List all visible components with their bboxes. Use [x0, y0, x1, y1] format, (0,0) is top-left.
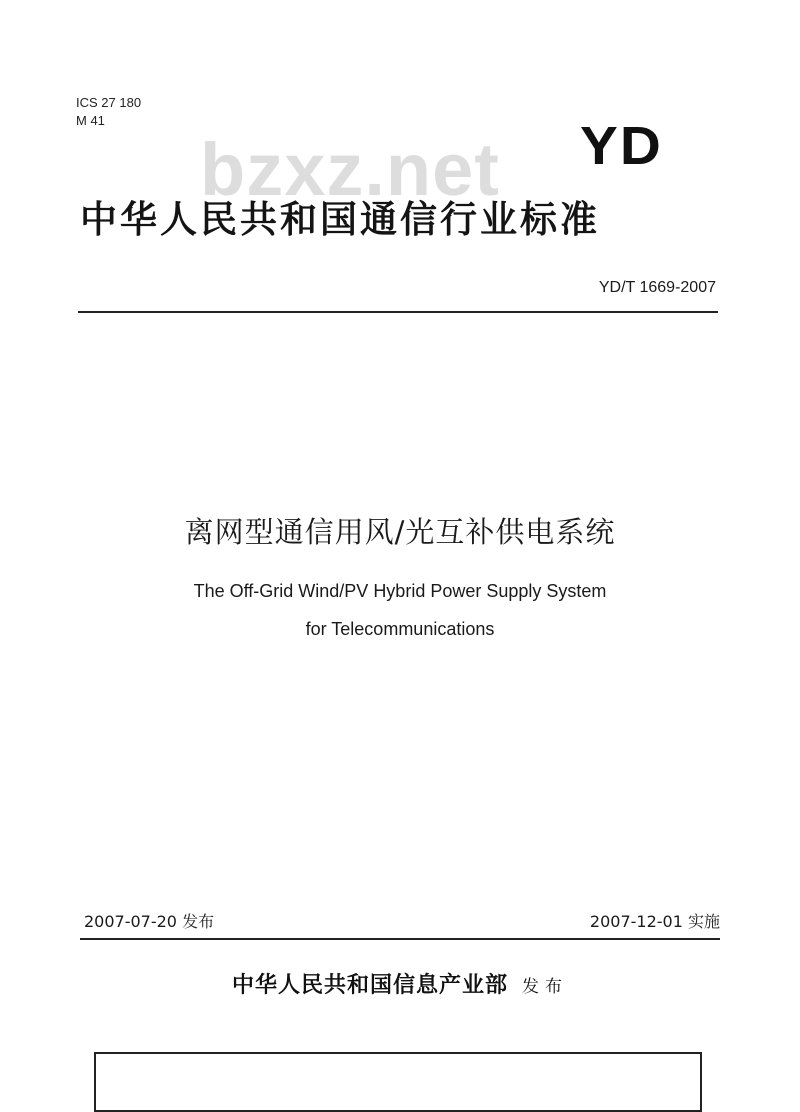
ccs-code: M 41: [76, 113, 105, 128]
ics-code: ICS 27 180: [76, 95, 142, 110]
publisher-action: 发布: [522, 977, 568, 997]
watermark: bzxz.net: [200, 128, 500, 211]
top-divider: [78, 311, 718, 313]
main-title: 中华人民共和国通信行业标准: [80, 198, 600, 241]
yd-logo: YD: [580, 116, 663, 176]
english-title-line2: for Telecommunications: [305, 619, 495, 639]
issue-date: 2007-07-20 发布: [84, 912, 215, 931]
chinese-title: 离网型通信用风/光互补供电系统: [184, 515, 616, 549]
classification-codes: [76, 94, 141, 130]
english-title-line1: The Off-Grid Wind/PV Hybrid Power Supply System: [193, 581, 607, 601]
publisher-organization: 中华人民共和国信息产业部: [231, 972, 508, 998]
english-title: [0, 572, 800, 648]
implementation-date: 2007-12-01 实施: [589, 912, 720, 931]
bottom-frame: [94, 1052, 702, 1112]
publisher: [0, 968, 800, 999]
bottom-divider: [80, 938, 720, 940]
standard-number: YD/T 1669-2007: [598, 279, 716, 296]
